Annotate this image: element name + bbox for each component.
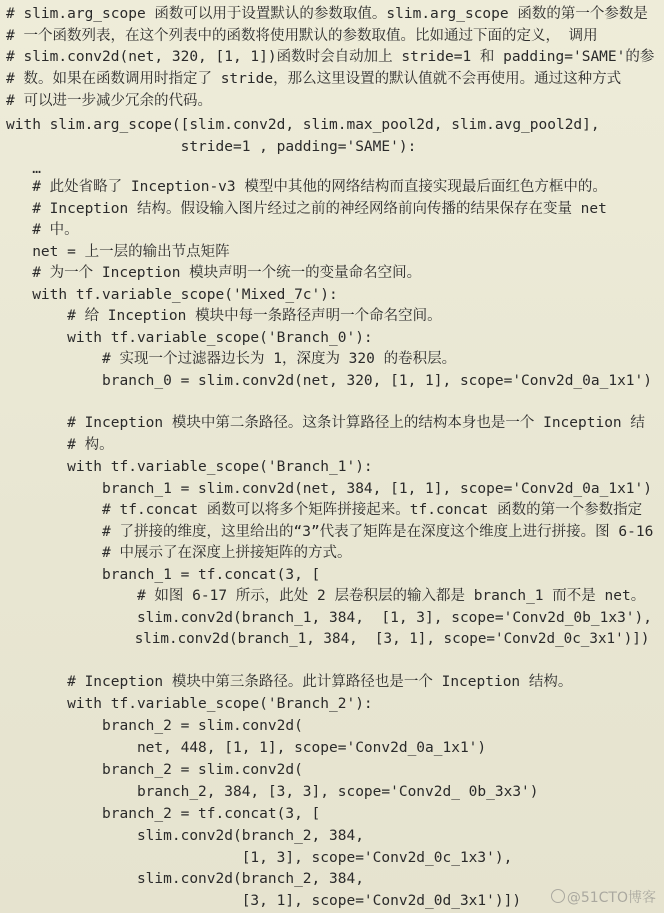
code-line: slim.conv2d(branch_1, 384, [3, 1], scope='Conv2d_0c_3x1')]) <box>6 631 650 647</box>
comment-line: # 数。如果在函数调用时指定了 stride，那么这里设置的默认值就不会再使用。通过这种方式 <box>6 71 622 87</box>
watermark-text: @51CTO博客 <box>566 890 656 906</box>
comment-line: # 中展示了在深度上拼接矩阵的方式。 <box>6 545 352 561</box>
code-line: branch_2 = slim.conv2d( <box>6 762 303 778</box>
code-line: [3, 1], scope='Conv2d_0d_3x1')]) <box>6 893 522 909</box>
code-line: with tf.variable_scope('Branch_2'): <box>6 696 373 712</box>
comment-line: # 为一个 Inception 模块声明一个统一的变量命名空间。 <box>6 265 422 281</box>
code-line: branch_2, 384, [3, 3], scope='Conv2d_ 0b_3x3') <box>6 784 539 800</box>
comment-line: # tf.concat 函数可以将多个矩阵拼接起来。tf.concat 函数的第一个参数指定 <box>6 502 643 518</box>
code-line: slim.conv2d(branch_1, 384, [1, 3], scope='Conv2d_0b_1x3'), <box>6 610 653 626</box>
code-line: branch_1 = slim.conv2d(net, 384, [1, 1], scope='Conv2d_0a_1x1') <box>6 481 653 497</box>
code-line: with tf.variable_scope('Mixed_7c'): <box>6 287 338 303</box>
watermark <box>551 887 656 907</box>
code-line: slim.conv2d(branch_2, 384, <box>6 828 364 844</box>
comment-line: # 了拼接的维度，这里给出的“3”代表了矩阵是在深度这个维度上进行拼接。图 6-16 <box>6 524 654 540</box>
code-line: branch_0 = slim.conv2d(net, 320, [1, 1], scope='Conv2d_0a_1x1') <box>6 373 653 389</box>
comment-line: # slim.conv2d(net, 320, [1, 1])函数时会自动加上 stride=1 和 padding='SAME'的参 <box>6 49 655 65</box>
comment-line: # 构。 <box>6 437 114 453</box>
code-line: branch_2 = slim.conv2d( <box>6 718 303 734</box>
code-line: with slim.arg_scope([slim.conv2d, slim.max_pool2d, slim.avg_pool2d], <box>6 117 600 133</box>
comment-line: # slim.arg_scope 函数可以用于设置默认的参数取值。slim.arg_scope 函数的第一个参数是 <box>6 6 648 22</box>
code-line: [1, 3], scope='Conv2d_0c_1x3'), <box>6 850 513 866</box>
comment-line: # 给 Inception 模块中每一条路径声明一个命名空间。 <box>6 308 442 324</box>
code-line: stride=1 , padding='SAME'): <box>6 139 417 155</box>
watermark-icon <box>551 889 565 903</box>
comment-line: # 如图 6-17 所示，此处 2 层卷积层的输入都是 branch_1 而不是 net。 <box>6 588 646 604</box>
code-line: slim.conv2d(branch_2, 384, <box>6 871 364 887</box>
comment-line: # 此处省略了 Inception-v3 模型中其他的网络结构而直接实现最后面红色方框中的。 <box>6 179 607 195</box>
code-line: net = 上一层的输出节点矩阵 <box>6 244 230 260</box>
comment-line: # Inception 模块中第三条路径。此计算路径也是一个 Inception 结构。 <box>6 674 573 690</box>
code-line: with tf.variable_scope('Branch_0'): <box>6 330 373 346</box>
comment-line: # 实现一个过滤器边长为 1，深度为 320 的卷积层。 <box>6 351 457 367</box>
comment-line: # 可以进一步减少冗余的代码。 <box>6 93 212 109</box>
code-line: branch_1 = tf.concat(3, [ <box>6 567 321 583</box>
code-line: net, 448, [1, 1], scope='Conv2d_0a_1x1') <box>6 740 487 756</box>
comment-line: # 中。 <box>6 222 79 238</box>
code-line: … <box>6 161 41 177</box>
comment-line: # Inception 模块中第二条路径。这条计算路径上的结构本身也是一个 Inception 结 <box>6 415 645 431</box>
code-line: branch_2 = tf.concat(3, [ <box>6 806 321 822</box>
comment-line: # 一个函数列表，在这个列表中的函数将使用默认的参数取值。比如通过下面的定义， 调用 <box>6 28 598 44</box>
comment-line: # Inception 结构。假设输入图片经过之前的神经网络前向传播的结果保存在变量 net <box>6 201 607 217</box>
code-line: with tf.variable_scope('Branch_1'): <box>6 459 373 475</box>
